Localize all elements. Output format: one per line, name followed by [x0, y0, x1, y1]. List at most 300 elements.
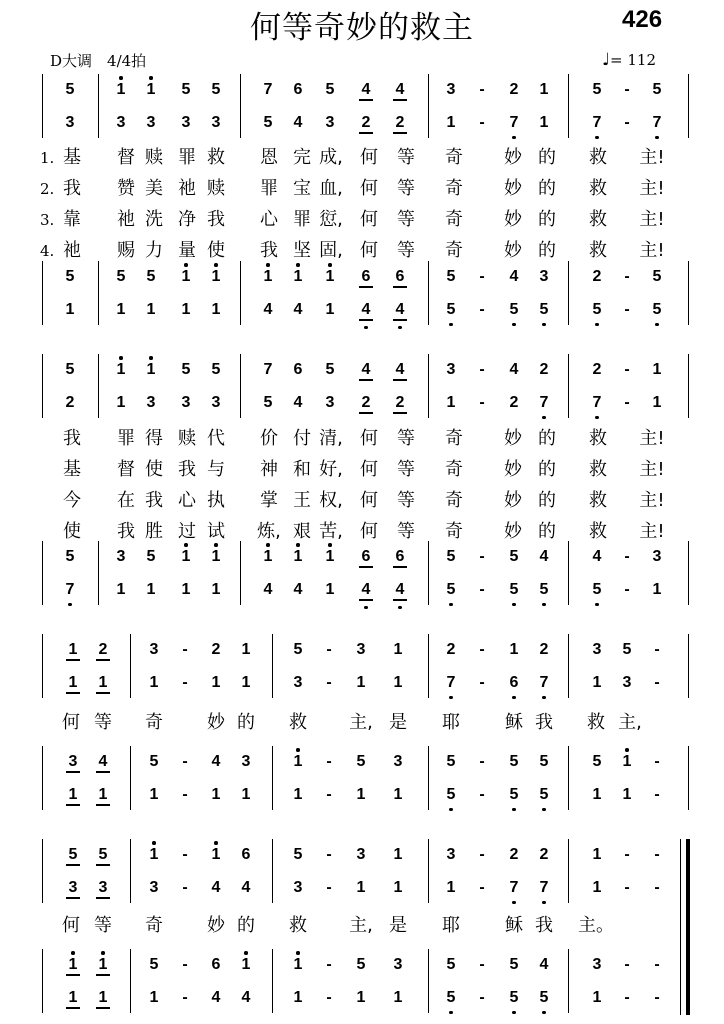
lyric-syllable: 主! — [639, 521, 665, 542]
note-3: 3 — [393, 753, 403, 770]
lyric-syllable: 奇 — [445, 521, 463, 542]
note-5: 5 — [91, 845, 115, 865]
lyric-syllable: 神 — [260, 459, 278, 480]
note-5: 5 — [65, 81, 75, 98]
underline-beat — [96, 804, 110, 806]
note-3: 3 — [356, 846, 366, 863]
note-3: 3 — [325, 394, 335, 411]
note-5: 5 — [65, 361, 75, 378]
barline — [428, 634, 429, 698]
octave-up-dot — [71, 951, 75, 955]
hymn-number: 426 — [622, 6, 663, 33]
note-4: 4 — [293, 114, 303, 131]
lyric-syllable: 量 — [178, 240, 196, 261]
note-7: 7 — [263, 81, 273, 98]
underline-beat — [393, 286, 407, 288]
lyric-syllable: 主, — [618, 712, 642, 733]
note-2: 2 — [388, 393, 412, 413]
note-1: 1 — [61, 988, 85, 1008]
note-4: 4 — [293, 394, 303, 411]
note-5: 5 — [585, 580, 609, 600]
octave-down-dot — [449, 323, 453, 327]
octave-up-dot — [266, 543, 270, 547]
lyric-syllable: 督 — [117, 459, 135, 480]
note-1: 1 — [356, 786, 366, 803]
note-3: 3 — [446, 361, 456, 378]
note-4: 4 — [263, 301, 273, 318]
note-7: 7 — [585, 393, 609, 413]
note-7: 7 — [263, 361, 273, 378]
note-3: 3 — [446, 81, 456, 98]
lyric-syllable: 我 — [63, 178, 81, 199]
lyric-syllable: 我 — [178, 459, 196, 480]
barline — [240, 541, 241, 605]
note-5: 5 — [532, 785, 556, 805]
note-3: 3 — [622, 674, 632, 691]
note-1: 1 — [61, 640, 85, 660]
dash-hold: - — [624, 846, 630, 863]
lyric-syllable: 的 — [237, 915, 255, 936]
octave-up-dot — [328, 263, 332, 267]
dash-hold: - — [326, 674, 332, 691]
note-5: 5 — [263, 114, 273, 131]
lyric-syllable: 何 — [360, 521, 378, 542]
verse-number: 3. — [40, 211, 55, 229]
note-1: 1 — [149, 786, 159, 803]
lyric-syllable: 的 — [538, 428, 556, 449]
note-1: 1 — [241, 641, 251, 658]
dash-hold: - — [326, 956, 332, 973]
note-2: 2 — [592, 361, 602, 378]
lyric-syllable: 救 — [587, 712, 605, 733]
note-1: 1 — [116, 301, 126, 318]
lyric-syllable: 救 — [589, 459, 607, 480]
note-1: 1 — [318, 267, 342, 287]
note-4: 4 — [211, 989, 221, 1006]
underline-beat — [393, 319, 407, 321]
barline — [240, 354, 241, 418]
note-2: 2 — [388, 113, 412, 133]
lyric-syllable: 何 — [360, 240, 378, 261]
lyric-syllable: 执 — [207, 490, 225, 511]
note-3: 3 — [181, 394, 191, 411]
lyric-syllable: 奇 — [445, 490, 463, 511]
note-1: 1 — [211, 581, 221, 598]
lyric-syllable: 血, — [319, 178, 343, 199]
lyric-syllable: 成, — [319, 147, 343, 168]
underline-beat — [66, 692, 80, 694]
note-3: 3 — [211, 114, 221, 131]
note-2: 2 — [539, 641, 549, 658]
barline — [130, 746, 131, 810]
dash-hold: - — [479, 753, 485, 770]
octave-down-dot — [595, 323, 599, 327]
note-5: 5 — [439, 580, 463, 600]
note-3: 3 — [91, 878, 115, 898]
lyric-syllable: 恩 — [260, 147, 278, 168]
lyric-syllable: 主。 — [578, 915, 614, 936]
note-5: 5 — [293, 641, 303, 658]
dash-hold: - — [479, 114, 485, 131]
octave-up-dot — [328, 543, 332, 547]
octave-up-dot — [296, 951, 300, 955]
dash-hold: - — [182, 786, 188, 803]
dash-hold: - — [624, 81, 630, 98]
octave-up-dot — [625, 748, 629, 752]
lyric-syllable: 使 — [207, 240, 225, 261]
octave-down-dot — [542, 603, 546, 607]
note-6: 6 — [388, 547, 412, 567]
note-1: 1 — [592, 879, 602, 896]
note-5: 5 — [446, 548, 456, 565]
lyric-syllable: 何 — [360, 178, 378, 199]
barline — [688, 541, 689, 605]
dash-hold: - — [326, 879, 332, 896]
note-1: 1 — [356, 989, 366, 1006]
dash-hold: - — [624, 394, 630, 411]
note-5: 5 — [356, 956, 366, 973]
dash-hold: - — [326, 786, 332, 803]
note-2: 2 — [539, 846, 549, 863]
lyric-syllable: 主! — [639, 178, 665, 199]
octave-down-dot — [512, 136, 516, 140]
lyric-syllable: 主! — [639, 240, 665, 261]
lyric-syllable: 救 — [289, 712, 307, 733]
barline — [42, 839, 43, 903]
note-4: 4 — [539, 548, 549, 565]
note-1: 1 — [539, 81, 549, 98]
dash-hold: - — [624, 301, 630, 318]
note-3: 3 — [181, 114, 191, 131]
lyric-syllable: 奇 — [145, 712, 163, 733]
note-6: 6 — [293, 81, 303, 98]
note-5: 5 — [509, 548, 519, 565]
lyric-syllable: 奇 — [445, 428, 463, 449]
note-5: 5 — [502, 300, 526, 320]
underline-beat — [359, 286, 373, 288]
note-1: 1 — [61, 673, 85, 693]
dash-hold: - — [326, 753, 332, 770]
note-3: 3 — [211, 394, 221, 411]
lyric-syllable: 坚 — [293, 240, 311, 261]
dash-hold: - — [479, 846, 485, 863]
barline — [240, 74, 241, 138]
lyric-syllable: 祂 — [63, 240, 81, 261]
note-5: 5 — [592, 753, 602, 770]
lyric-syllable: 基 — [63, 459, 81, 480]
note-1: 1 — [509, 641, 519, 658]
note-1: 1 — [234, 955, 258, 975]
note-1: 1 — [211, 301, 221, 318]
note-5: 5 — [181, 81, 191, 98]
note-3: 3 — [149, 879, 159, 896]
underline-beat — [66, 771, 80, 773]
octave-down-dot — [512, 603, 516, 607]
lyric-syllable: 今 — [63, 490, 81, 511]
dash-hold: - — [479, 268, 485, 285]
lyric-syllable: 等 — [397, 521, 415, 542]
lyric-syllable: 的 — [538, 521, 556, 542]
note-7: 7 — [439, 673, 463, 693]
barline — [130, 949, 131, 1013]
note-6: 6 — [211, 956, 221, 973]
lyric-syllable: 炼, — [257, 521, 281, 542]
dash-hold: - — [182, 846, 188, 863]
note-5: 5 — [539, 753, 549, 770]
barline — [568, 354, 569, 418]
octave-up-dot — [119, 356, 123, 360]
dash-hold: - — [326, 641, 332, 658]
underline-beat — [96, 1007, 110, 1009]
lyric-syllable: 妙 — [504, 209, 522, 230]
note-1: 1 — [174, 547, 198, 567]
underline-beat — [96, 771, 110, 773]
note-7: 7 — [532, 393, 556, 413]
barline — [428, 354, 429, 418]
note-1: 1 — [393, 786, 403, 803]
note-1: 1 — [181, 301, 191, 318]
note-5: 5 — [356, 753, 366, 770]
lyric-syllable: 妙 — [504, 240, 522, 261]
lyric-syllable: 祂 — [178, 178, 196, 199]
lyric-syllable: 何 — [360, 459, 378, 480]
barline — [568, 949, 569, 1013]
note-2: 2 — [509, 394, 519, 411]
note-4: 4 — [592, 548, 602, 565]
barline — [428, 261, 429, 325]
note-1: 1 — [286, 267, 310, 287]
note-4: 4 — [241, 989, 251, 1006]
note-4: 4 — [211, 753, 221, 770]
note-4: 4 — [539, 956, 549, 973]
note-7: 7 — [585, 113, 609, 133]
lyric-syllable: 奇 — [445, 240, 463, 261]
octave-down-dot — [595, 603, 599, 607]
note-5: 5 — [439, 785, 463, 805]
dash-hold: - — [479, 879, 485, 896]
barline — [42, 541, 43, 605]
underline-beat — [96, 974, 110, 976]
note-5: 5 — [446, 956, 456, 973]
note-7: 7 — [58, 580, 82, 600]
barline — [272, 839, 273, 903]
note-1: 1 — [652, 581, 662, 598]
lyric-syllable: 救 — [589, 147, 607, 168]
lyric-syllable: 基 — [63, 147, 81, 168]
lyric-syllable: 救 — [589, 240, 607, 261]
lyric-syllable: 的 — [538, 178, 556, 199]
note-5: 5 — [652, 81, 662, 98]
underline-beat — [393, 599, 407, 601]
dash-hold: - — [654, 786, 660, 803]
lyric-syllable: 我 — [63, 428, 81, 449]
barline — [42, 634, 43, 698]
lyric-syllable: 等 — [94, 712, 112, 733]
note-3: 3 — [325, 114, 335, 131]
dash-hold: - — [182, 753, 188, 770]
lyric-syllable: 稣 — [505, 712, 523, 733]
octave-down-dot — [398, 606, 402, 610]
octave-down-dot — [512, 696, 516, 700]
octave-down-dot — [512, 808, 516, 812]
barline — [98, 541, 99, 605]
octave-down-dot — [595, 416, 599, 420]
lyric-syllable: 洗 — [145, 209, 163, 230]
note-6: 6 — [293, 361, 303, 378]
lyric-syllable: 赎 — [207, 178, 225, 199]
underline-beat — [359, 566, 373, 568]
lyric-syllable: 清, — [319, 428, 343, 449]
lyric-syllable: 何 — [360, 209, 378, 230]
note-1: 1 — [318, 547, 342, 567]
octave-down-dot — [655, 136, 659, 140]
lyric-syllable: 得 — [145, 428, 163, 449]
octave-up-dot — [266, 263, 270, 267]
note-1: 1 — [146, 301, 156, 318]
lyric-syllable: 稣 — [505, 915, 523, 936]
note-1: 1 — [393, 989, 403, 1006]
note-5: 5 — [211, 81, 221, 98]
octave-down-dot — [364, 606, 368, 610]
note-5: 5 — [149, 753, 159, 770]
lyric-syllable: 苦, — [319, 521, 343, 542]
dash-hold: - — [182, 879, 188, 896]
note-1: 1 — [109, 360, 133, 380]
lyric-syllable: 救 — [589, 428, 607, 449]
octave-up-dot — [244, 951, 248, 955]
note-5: 5 — [645, 300, 669, 320]
note-1: 1 — [204, 845, 228, 865]
dash-hold: - — [654, 846, 660, 863]
final-barline-thin — [680, 839, 681, 1015]
barline — [98, 74, 99, 138]
quarter-note-icon: ♩ — [602, 50, 611, 70]
note-4: 4 — [354, 580, 378, 600]
note-1: 1 — [592, 786, 602, 803]
note-1: 1 — [61, 955, 85, 975]
dash-hold: - — [479, 81, 485, 98]
note-5: 5 — [61, 845, 85, 865]
lyric-syllable: 愆, — [319, 209, 343, 230]
note-6: 6 — [388, 267, 412, 287]
octave-up-dot — [296, 263, 300, 267]
note-5: 5 — [532, 580, 556, 600]
lyric-syllable: 过 — [178, 521, 196, 542]
note-4: 4 — [354, 360, 378, 380]
note-3: 3 — [446, 846, 456, 863]
note-3: 3 — [61, 752, 85, 772]
dash-hold: - — [182, 989, 188, 1006]
underline-beat — [96, 692, 110, 694]
note-5: 5 — [446, 268, 456, 285]
underline-beat — [359, 412, 373, 414]
lyric-syllable: 救 — [589, 521, 607, 542]
note-4: 4 — [388, 300, 412, 320]
note-3: 3 — [592, 956, 602, 973]
lyric-syllable: 我 — [535, 712, 553, 733]
lyric-syllable: 的 — [538, 209, 556, 230]
dash-hold: - — [654, 989, 660, 1006]
lyric-syllable: 等 — [397, 178, 415, 199]
lyric-syllable: 等 — [397, 147, 415, 168]
lyric-syllable: 救 — [589, 209, 607, 230]
note-4: 4 — [388, 360, 412, 380]
dash-hold: - — [479, 581, 485, 598]
note-5: 5 — [116, 268, 126, 285]
note-2: 2 — [509, 81, 519, 98]
note-5: 5 — [146, 268, 156, 285]
lyric-syllable: 我 — [260, 240, 278, 261]
note-1: 1 — [393, 846, 403, 863]
note-3: 3 — [293, 674, 303, 691]
lyric-syllable: 主! — [639, 147, 665, 168]
lyric-syllable: 靠 — [63, 209, 81, 230]
note-2: 2 — [539, 361, 549, 378]
octave-up-dot — [296, 543, 300, 547]
lyric-syllable: 救 — [589, 490, 607, 511]
note-1: 1 — [446, 114, 456, 131]
barline — [272, 634, 273, 698]
note-4: 4 — [263, 581, 273, 598]
lyric-syllable: 使 — [145, 459, 163, 480]
lyric-syllable: 何 — [62, 915, 80, 936]
lyric-syllable: 罪 — [117, 428, 135, 449]
note-7: 7 — [502, 878, 526, 898]
octave-up-dot — [152, 841, 156, 845]
lyric-syllable: 妙 — [504, 178, 522, 199]
barline — [42, 746, 43, 810]
note-5: 5 — [532, 300, 556, 320]
dash-hold: - — [479, 674, 485, 691]
note-1: 1 — [149, 674, 159, 691]
note-1: 1 — [592, 989, 602, 1006]
octave-down-dot — [398, 326, 402, 330]
dash-hold: - — [479, 361, 485, 378]
lyric-syllable: 罪 — [178, 147, 196, 168]
underline-beat — [96, 897, 110, 899]
note-4: 4 — [91, 752, 115, 772]
octave-down-dot — [595, 136, 599, 140]
lyric-syllable: 妙 — [504, 521, 522, 542]
barline — [568, 634, 569, 698]
barline — [240, 261, 241, 325]
lyric-syllable: 在 — [117, 490, 135, 511]
lyric-syllable: 罪 — [293, 209, 311, 230]
barline — [688, 354, 689, 418]
lyric-syllable: 心 — [260, 209, 278, 230]
note-4: 4 — [388, 580, 412, 600]
dash-hold: - — [654, 753, 660, 770]
note-1: 1 — [393, 641, 403, 658]
dash-hold: - — [479, 641, 485, 658]
lyric-syllable: 等 — [397, 240, 415, 261]
note-1: 1 — [293, 786, 303, 803]
note-1: 1 — [61, 785, 85, 805]
note-2: 2 — [446, 641, 456, 658]
lyric-syllable: 主, — [349, 712, 373, 733]
lyric-syllable: 赎 — [145, 147, 163, 168]
lyric-syllable: 权, — [319, 490, 343, 511]
note-5: 5 — [181, 361, 191, 378]
lyric-syllable: 使 — [63, 521, 81, 542]
note-3: 3 — [65, 114, 75, 131]
lyric-syllable: 净 — [178, 209, 196, 230]
note-5: 5 — [622, 641, 632, 658]
note-5: 5 — [293, 846, 303, 863]
lyric-syllable: 是 — [389, 915, 407, 936]
underline-beat — [66, 1007, 80, 1009]
note-5: 5 — [502, 988, 526, 1008]
